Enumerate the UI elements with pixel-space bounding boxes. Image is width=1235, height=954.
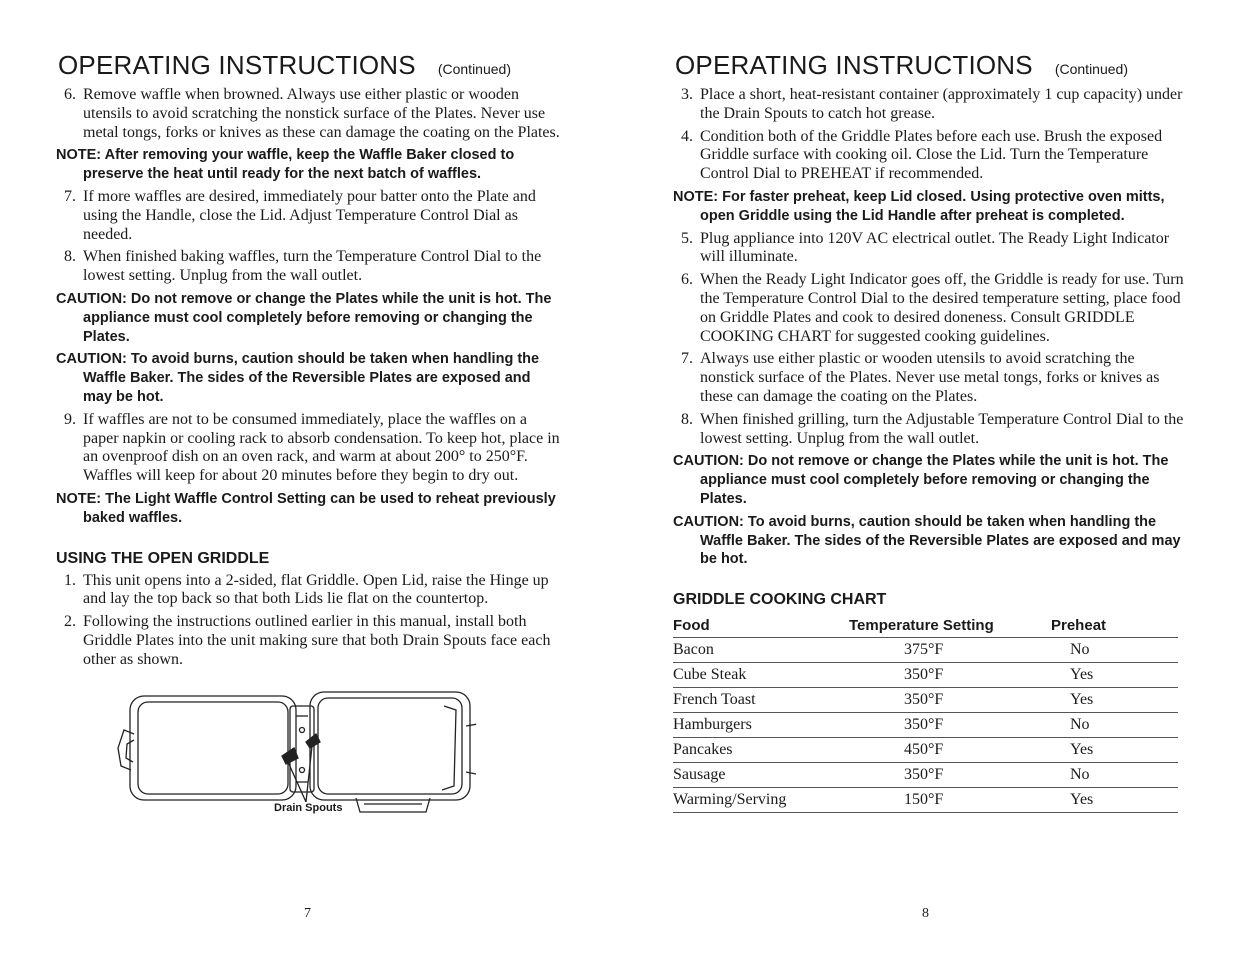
- preheat-cell: Yes: [1051, 688, 1178, 713]
- step-text: Plug appliance into 120V AC electrical outlet. The Ready Light Indicator will illuminate.: [700, 229, 1170, 266]
- step-text: Condition both of the Griddle Plates before each use. Brush the exposed Griddle surface with cooking oil. Close the Lid. Turn the Temperature Control Dial to PREHEAT if recommended.: [700, 127, 1163, 183]
- step-text: Always use either plastic or wooden utensils to avoid scratching the nonstick surface of the Plates. Never use metal tongs, forks or knives as these can damage the coating on the Plates.: [700, 350, 1160, 405]
- step-text: Place a short, heat-resistant container (approximately 1 cup capacity) under the Drain Spouts to catch hot grease.: [700, 86, 1183, 122]
- preheat-cell: Yes: [1051, 738, 1178, 763]
- table-row: [673, 688, 1178, 713]
- figure-caption: Drain Spouts: [274, 801, 343, 814]
- food-cell: French Toast: [673, 688, 849, 713]
- food-cell: Pancakes: [673, 738, 849, 763]
- title-text: OPERATING INSTRUCTIONS: [58, 50, 416, 80]
- section-heading: USING THE OPEN GRIDDLE: [56, 549, 270, 567]
- preheat-cell: Yes: [1051, 788, 1178, 813]
- step-text: If waffles are not to be consumed immediately, place the waffles on a paper napkin or cooling rack to absorb condensation. To keep hot, place in an ovenproof dish on an oven rack, and warm at about 200° to 250°F. Waffles will keep for about 20 minutes before they begin to dry out.: [83, 410, 560, 485]
- column-header: Preheat: [1051, 613, 1178, 638]
- instruction-step: [56, 86, 562, 142]
- griddle-cooking-chart: [673, 613, 1178, 813]
- food-cell: Warming/Serving: [673, 788, 849, 813]
- preheat-cell: No: [1051, 763, 1178, 788]
- page-title: [675, 50, 1128, 81]
- page-number: 8: [922, 906, 929, 921]
- step-number: 9.: [64, 410, 76, 428]
- temperature-cell: 450°F: [849, 738, 1051, 763]
- step-text: When the Ready Light Indicator goes off, the Griddle is ready for use. Turn the Temperature Control Dial to the desired temperature setting, place food on Griddle Plates and cook to desired doneness. Consult GRIDDLE COOKING CHART for suggested cooking guidelines.: [700, 271, 1184, 345]
- instruction-step: [673, 271, 1185, 346]
- step-number: 3.: [681, 86, 693, 103]
- left-page: [0, 0, 617, 954]
- preheat-cell: No: [1051, 713, 1178, 738]
- right-content: [673, 86, 1185, 813]
- title-subtitle: (Continued): [1054, 61, 1128, 77]
- step-number: 6.: [64, 86, 76, 103]
- table-row: [673, 788, 1178, 813]
- step-text: Following the instructions outlined earlier in this manual, install both Griddle Plates into the unit making sure that both Drain Spouts face each other as shown.: [83, 613, 551, 668]
- temperature-cell: 350°F: [849, 688, 1051, 713]
- instruction-step: [673, 350, 1185, 406]
- table-row: [673, 713, 1178, 738]
- table-row: [673, 663, 1178, 688]
- table-row: [673, 763, 1178, 788]
- caution: CAUTION: To avoid burns, caution should be taken when handling the Waffle Baker. The sides of the Reversible Plates are exposed and may be hot.: [673, 513, 1181, 568]
- chart-heading: GRIDDLE COOKING CHART: [673, 591, 887, 609]
- chart-header-row: [673, 613, 1178, 638]
- temperature-cell: 375°F: [849, 638, 1051, 663]
- left-content: [56, 86, 562, 826]
- instruction-step: [56, 248, 562, 286]
- step-number: 1.: [64, 571, 76, 589]
- title-text: OPERATING INSTRUCTIONS: [675, 50, 1033, 80]
- instruction-step: [673, 230, 1185, 268]
- caution: CAUTION: Do not remove or change the Plates while the unit is hot. The appliance must cool completely before removing or changing the Plates.: [56, 290, 552, 345]
- instruction-step: [56, 188, 562, 244]
- temperature-cell: 350°F: [849, 763, 1051, 788]
- step-number: 4.: [681, 127, 693, 145]
- step-number: 6.: [681, 271, 693, 289]
- instruction-step: [673, 128, 1185, 184]
- instruction-step: [673, 411, 1185, 449]
- right-page: [617, 0, 1235, 954]
- step-number: 7.: [681, 350, 693, 368]
- title-subtitle: (Continued): [437, 61, 511, 77]
- instruction-step: [673, 86, 1185, 124]
- step-number: 7.: [64, 187, 76, 205]
- preheat-cell: Yes: [1051, 663, 1178, 688]
- page-title: [58, 50, 511, 81]
- step-text: Remove waffle when browned. Always use either plastic or wooden utensils to avoid scratching the nonstick surface of the Plates. Never use metal tongs, forks or knives as these can damage the coating on the Plates.: [83, 86, 560, 141]
- instruction-step: [56, 613, 562, 669]
- food-cell: Sausage: [673, 763, 849, 788]
- note: NOTE: After removing your waffle, keep the Waffle Baker closed to preserve the heat until ready for the next batch of waffles.: [56, 147, 515, 183]
- column-header: Temperature Setting: [849, 613, 1051, 638]
- step-text: When finished baking waffles, turn the Temperature Control Dial to the lowest setting. Unplug from the wall outlet.: [83, 248, 542, 285]
- instruction-step: [56, 572, 562, 610]
- temperature-cell: 150°F: [849, 788, 1051, 813]
- page-number: 7: [304, 906, 311, 921]
- caution: CAUTION: Do not remove or change the Plates while the unit is hot. The appliance must cool completely before removing or changing the Plates.: [673, 453, 1169, 507]
- table-row: [673, 738, 1178, 763]
- note: NOTE: For faster preheat, keep Lid closed. Using protective oven mitts, open Griddle using the Lid Handle after preheat is completed.: [673, 188, 1165, 224]
- instruction-step: [56, 411, 562, 486]
- step-number: 2.: [64, 613, 76, 631]
- step-number: 8.: [64, 248, 76, 266]
- step-text: This unit opens into a 2-sided, flat Griddle. Open Lid, raise the Hinge up and lay the top back so that both Lids lie flat on the countertop.: [83, 571, 549, 608]
- note: NOTE: The Light Waffle Control Setting can be used to reheat previously baked waffles.: [56, 490, 556, 526]
- table-row: [673, 638, 1178, 663]
- temperature-cell: 350°F: [849, 663, 1051, 688]
- food-cell: Cube Steak: [673, 663, 849, 688]
- food-cell: Bacon: [673, 638, 849, 663]
- step-number: 8.: [681, 410, 693, 428]
- step-text: When finished grilling, turn the Adjustable Temperature Control Dial to the lowest setting. Unplug from the wall outlet.: [700, 410, 1184, 447]
- griddle-illustration: [116, 686, 476, 826]
- column-header: Food: [673, 613, 849, 638]
- temperature-cell: 350°F: [849, 713, 1051, 738]
- preheat-cell: No: [1051, 638, 1178, 663]
- food-cell: Hamburgers: [673, 713, 849, 738]
- caution: CAUTION: To avoid burns, caution should be taken when handling the Waffle Baker. The sides of the Reversible Plates are exposed and may be hot.: [56, 351, 540, 405]
- step-number: 5.: [681, 229, 693, 247]
- step-text: If more waffles are desired, immediately pour batter onto the Plate and using the Handle, close the Lid. Adjust Temperature Control Dial as needed.: [83, 187, 536, 243]
